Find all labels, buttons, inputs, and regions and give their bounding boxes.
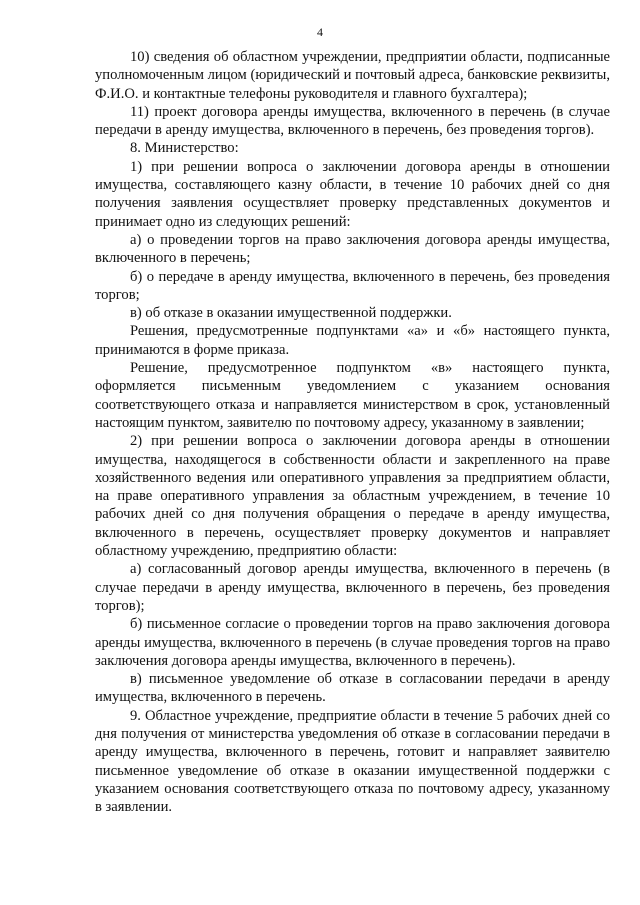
paragraph-8-1-a-auction: а) о проведении торгов на право заключения договора аренды имущества, включенного в перечень; [95, 231, 610, 267]
paragraph-8-2-a-agreed-contract: а) согласованный договор аренды имущества, включенного в перечень (в случае передачи в аренду имущества, включенного в перечень, без проведения торгов); [95, 561, 610, 614]
paragraph-8-2-v-refusal-notice: в) письменное уведомление об отказе в согласовании передачи в аренду имущества, включенного в перечень. [95, 671, 610, 706]
paragraph-8-1-v-refusal: в) об отказе в оказании имущественной поддержки. [130, 305, 452, 322]
paragraph-item-10-bank-details: 10) сведения об областном учреждении, предприятии области, подписанные уполномоченным лицом (юридический и почтовый адреса, банковские реквизиты, Ф.И.О. и контактные телефоны руководителя и главного бухгалтера); [95, 49, 610, 102]
paragraph-8-2-b-auction-consent: б) письменное согласие о проведении торгов на право заключения договора аренды имущества, включенного в перечень (в случае проведения торгов на право заключения договора аренды имущества, включенного в перечень). [95, 616, 610, 669]
paragraph-section-8-ministry: 8. Министерство: [130, 140, 239, 157]
paragraph-8-2-managed-property: 2) при решении вопроса о заключении договора аренды в отношении имущества, находящегося в собственности области и закрепленного на праве хозяйственного ведения или оперативного управления за предприятием области, на праве оперативного управления за областным учреждением, в течение 10 рабочих дней со дня получения обращения о передаче в аренду имущества, включенного в перечень, осуществляет проверку документов и направляет областному учреждению, предприятию области: [95, 433, 610, 560]
paragraph-item-11-draft-lease: 11) проект договора аренды имущества, включенного в перечень (в случае передачи в аренду имущества, включенного в перечень, без проведения торгов). [95, 103, 610, 139]
paragraph-8-1-b-no-auction: б) о передаче в аренду имущества, включенного в перечень, без проведения торгов; [95, 268, 610, 303]
document-body [95, 48, 610, 816]
page-number: 4 [317, 25, 323, 39]
paragraph-decisions-order: Решения, предусмотренные подпунктами «а» и «б» настоящего пункта, принимаются в форме приказа. [95, 323, 610, 358]
paragraph-8-1-treasury-property: 1) при решении вопроса о заключении договора аренды в отношении имущества, составляющего казну области, в течение 10 рабочих дней со дня получения заявления осуществляет проверку представленных документов и принимает одно из следующих решений: [95, 158, 610, 230]
paragraph-section-9-institution: 9. Областное учреждение, предприятие области в течение 5 рабочих дней со дня получения от министерства уведомления об отказе в согласовании передачи в аренду имущества, включенного в перечень, готовит и направляет заявителю письменное уведомление об отказе в оказании имущественной поддержки с указанием основания соответствующего отказа по почтовому адресу, указанному в заявлении. [95, 707, 610, 816]
paragraph-refusal-notice: Решение, предусмотренное подпунктом «в» настоящего пункта, оформляется письменным уведомлением с указанием основания соответствующего отказа и направляется министерством в срок, установленный настоящим пунктом, заявителю по почтовому адресу, указанному в заявлении; [95, 360, 610, 431]
